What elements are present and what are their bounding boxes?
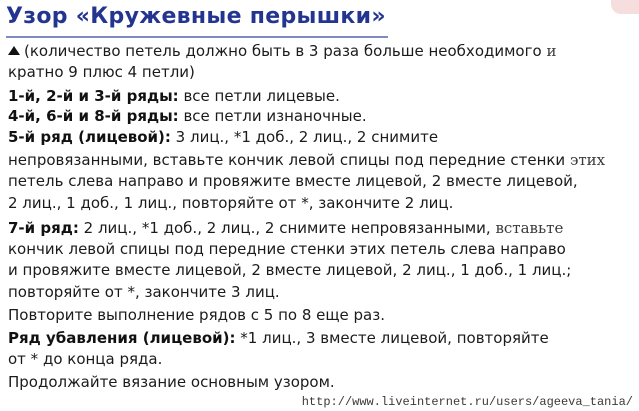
instruction-text: Продолжайте вязание основным узором. <box>8 373 335 391</box>
instruction-line <box>8 41 556 61</box>
instruction-line <box>8 193 453 213</box>
instruction-line <box>8 62 195 82</box>
triangle-icon <box>8 46 20 55</box>
instruction-line <box>8 218 563 238</box>
instruction-line <box>8 171 578 191</box>
instruction-line <box>8 260 571 280</box>
corner-mark <box>611 0 639 14</box>
row-label: 7-й ряд: <box>8 219 79 237</box>
instruction-text: все петли лицевые. <box>178 87 340 105</box>
instruction-line <box>8 150 605 170</box>
instruction-text: от * до конца ряда. <box>8 350 163 368</box>
row-label: 5-й ряд (лицевой): <box>8 128 171 146</box>
title-underline <box>6 36 388 38</box>
instruction-text: кончик левой спицы под передние стенки этих петель слева направо <box>8 240 566 258</box>
instruction-text: повторяйте от *, закончите 3 лиц. <box>8 283 280 301</box>
watermark-url: http://www.liveinternet.ru/users/ageeva_tania/ <box>301 395 633 409</box>
instruction-text: 3 лиц., *1 доб., 2 лиц., 2 снимите <box>170 128 439 146</box>
instruction-text: *1 лиц., 3 вместе лицевой, повторяйте <box>235 329 549 347</box>
instruction-text: вставьте <box>495 219 564 237</box>
instruction-text: этих <box>569 151 606 169</box>
instruction-text: и <box>546 42 557 60</box>
instruction-text: Повторите выполнение рядов с 5 по 8 еще раз. <box>8 306 385 324</box>
page-title: Узор «Кружевные перышки» <box>6 4 386 29</box>
instruction-text: кратно 9 плюс 4 петли) <box>8 63 195 81</box>
row-label: 1-й, 2-й и 3-й ряды: <box>8 87 179 105</box>
instruction-line <box>8 127 438 147</box>
instruction-text: 2 лиц., 1 доб., 1 лиц., повторяйте от *, закончите 2 лиц. <box>8 194 454 212</box>
row-label: Ряд убавления (лицевой): <box>8 329 236 347</box>
instruction-line <box>8 349 162 369</box>
instruction-line <box>8 86 340 106</box>
instruction-line <box>8 305 385 325</box>
instruction-text: все петли изнаночные. <box>178 107 367 125</box>
row-label: 4-й, 6-й и 8-й ряды: <box>8 107 179 125</box>
instruction-text: петель слева направо и провяжите вместе лицевой, 2 вместе лицевой, <box>8 172 578 190</box>
instruction-line <box>8 106 367 126</box>
instruction-text: непровязанными, вставьте кончик левой спицы под передние стенки <box>8 151 570 169</box>
instruction-text: 2 лиц., *1 доб., 2 лиц., 2 снимите непровязанными, <box>78 219 496 237</box>
instruction-line <box>8 328 549 348</box>
instruction-text: (количество петель должно быть в 3 раза больше необходимого <box>24 42 547 60</box>
instruction-line <box>8 372 335 392</box>
instruction-text: и провяжите вместе лицевой, 2 вместе лицевой, 2 лиц., 1 доб., 1 лиц.; <box>8 261 572 279</box>
instruction-line <box>8 282 280 302</box>
instruction-line <box>8 239 566 259</box>
